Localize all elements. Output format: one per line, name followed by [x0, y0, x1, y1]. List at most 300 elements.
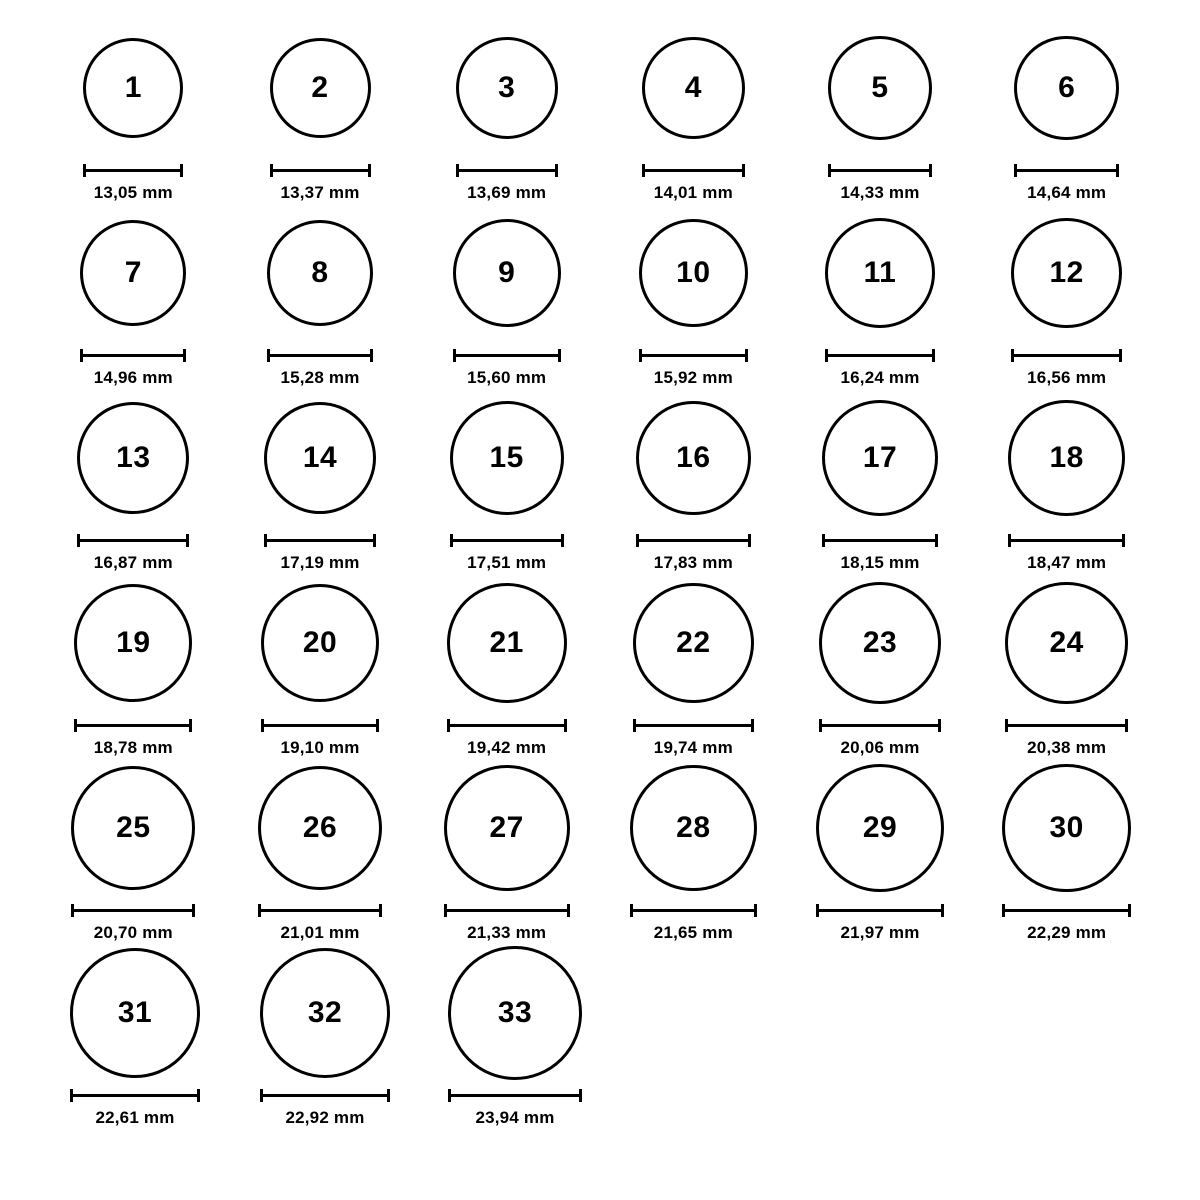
caliper-bar — [448, 1094, 582, 1097]
ring-measurement — [973, 904, 1160, 943]
ring-circle-area — [40, 943, 230, 1083]
caliper-icon — [83, 164, 183, 176]
ring-size-item — [230, 943, 420, 1128]
ring-measurement — [600, 534, 787, 573]
caliper-icon — [450, 534, 564, 546]
ring-circle-area — [413, 18, 600, 158]
ring-diameter-label: 13,37 mm — [280, 183, 360, 202]
ring-size-number: 11 — [863, 255, 897, 289]
ring-circle — [80, 220, 186, 326]
caliper-icon — [264, 534, 377, 546]
ring-size-number: 15 — [489, 440, 524, 474]
caliper-tick-right — [1122, 534, 1125, 547]
caliper-icon — [1014, 164, 1119, 176]
caliper-icon — [74, 719, 192, 731]
ring-diameter-label: 22,92 mm — [285, 1108, 365, 1127]
ring-measurement — [600, 349, 787, 388]
ring-circle-area — [413, 573, 600, 713]
ring-circle — [822, 400, 938, 516]
ring-circle-area — [600, 203, 787, 343]
caliper-icon — [453, 349, 561, 361]
ring-circle-area — [600, 18, 787, 158]
caliper-tick-right — [561, 534, 564, 547]
ring-diameter-label: 14,01 mm — [653, 183, 733, 202]
ring-size-number: 16 — [676, 440, 711, 474]
caliper-tick-right — [186, 534, 189, 547]
ring-circle-area — [230, 943, 420, 1083]
caliper-bar — [1011, 354, 1122, 357]
ring-measurement — [40, 904, 227, 943]
ring-size-number: 1 — [124, 71, 142, 104]
caliper-tick-right — [180, 164, 183, 177]
caliper-tick-right — [745, 349, 748, 362]
ring-circle-area — [973, 758, 1160, 898]
caliper-tick-left — [1014, 164, 1017, 177]
ring-size-number: 8 — [311, 255, 329, 289]
ring-circle — [267, 220, 374, 327]
ring-diameter-label: 21,65 mm — [653, 923, 733, 942]
caliper-bar — [825, 354, 935, 357]
caliper-icon — [448, 1089, 582, 1101]
caliper-icon — [630, 904, 757, 916]
ring-circle — [1005, 582, 1128, 705]
caliper-tick-left — [70, 1089, 73, 1102]
ring-size-item — [40, 943, 230, 1128]
ring-size-item — [227, 388, 414, 573]
caliper-tick-left — [74, 719, 77, 732]
ring-circle — [828, 36, 932, 140]
caliper-tick-right — [932, 349, 935, 362]
caliper-bar — [633, 724, 754, 727]
ring-diameter-label: 23,94 mm — [475, 1108, 555, 1127]
ring-size-number: 10 — [676, 255, 711, 289]
caliper-tick-right — [935, 534, 938, 547]
caliper-tick-left — [1002, 904, 1005, 917]
ring-size-number: 23 — [862, 626, 898, 659]
ring-circle — [261, 584, 380, 703]
caliper-icon — [456, 164, 558, 176]
caliper-icon — [825, 349, 935, 361]
caliper-bar — [264, 539, 377, 542]
ring-size-number: 19 — [116, 626, 151, 659]
ring-size-number: 4 — [684, 70, 702, 104]
ring-measurement — [787, 719, 974, 758]
ring-circle — [636, 401, 751, 516]
ring-size-item — [40, 758, 227, 943]
ring-size-item — [787, 18, 974, 203]
caliper-bar — [456, 169, 558, 172]
ring-measurement — [600, 904, 787, 943]
ring-size-row — [40, 573, 1160, 758]
caliper-tick-left — [1005, 719, 1008, 732]
ring-size-item — [413, 18, 600, 203]
ring-circle — [816, 764, 944, 892]
ring-diameter-label: 21,01 mm — [280, 923, 360, 942]
ring-size-number: 17 — [862, 440, 898, 474]
caliper-bar — [822, 539, 938, 542]
caliper-tick-right — [754, 904, 757, 917]
ring-diameter-label: 19,74 mm — [653, 738, 733, 757]
caliper-tick-left — [639, 349, 642, 362]
caliper-tick-right — [748, 534, 751, 547]
ring-measurement — [40, 1089, 230, 1128]
ring-size-number: 14 — [302, 440, 338, 474]
ring-size-item — [787, 573, 974, 758]
caliper-bar — [267, 354, 374, 357]
ring-circle-area — [787, 18, 974, 158]
ring-measurement — [40, 534, 227, 573]
ring-diameter-label: 13,69 mm — [467, 183, 547, 202]
caliper-tick-right — [189, 719, 192, 732]
ring-size-number: 28 — [676, 811, 711, 844]
caliper-tick-left — [819, 719, 822, 732]
ring-size-number: 22 — [676, 626, 711, 659]
ring-size-item — [420, 943, 610, 1128]
caliper-tick-right — [1125, 719, 1128, 732]
ring-measurement — [787, 534, 974, 573]
ring-diameter-label: 21,33 mm — [467, 923, 547, 942]
caliper-tick-right — [742, 164, 745, 177]
ring-circle — [633, 583, 754, 704]
ring-diameter-label: 17,83 mm — [653, 553, 733, 572]
caliper-bar — [819, 724, 941, 727]
ring-measurement — [973, 719, 1160, 758]
ring-diameter-label: 14,64 mm — [1027, 183, 1107, 202]
ring-measurement — [227, 164, 414, 203]
caliper-bar — [71, 909, 195, 912]
caliper-icon — [444, 904, 570, 916]
ring-circle — [447, 583, 567, 703]
ring-measurement — [787, 164, 974, 203]
caliper-bar — [444, 909, 570, 912]
ring-circle-area — [973, 203, 1160, 343]
ring-measurement — [973, 534, 1160, 573]
ring-diameter-label: 16,24 mm — [840, 368, 920, 387]
ring-size-item — [227, 758, 414, 943]
ring-diameter-label: 15,28 mm — [280, 368, 360, 387]
caliper-tick-left — [260, 1089, 263, 1102]
ring-size-item — [600, 758, 787, 943]
ring-circle-area — [787, 573, 974, 713]
ring-diameter-label: 20,38 mm — [1027, 738, 1107, 757]
ring-size-row — [40, 203, 1160, 388]
ring-circle — [825, 218, 935, 328]
caliper-bar — [260, 1094, 391, 1097]
ring-circle-area — [40, 18, 227, 158]
ring-diameter-label: 17,19 mm — [280, 553, 360, 572]
ring-size-number: 29 — [862, 811, 898, 844]
caliper-tick-left — [450, 534, 453, 547]
caliper-bar — [270, 169, 371, 172]
ring-circle-area — [787, 388, 974, 528]
ring-circle-area — [227, 758, 414, 898]
caliper-tick-left — [83, 164, 86, 177]
ring-diameter-label: 14,33 mm — [840, 183, 920, 202]
caliper-tick-left — [1011, 349, 1014, 362]
caliper-icon — [822, 534, 938, 546]
ring-measurement — [600, 719, 787, 758]
caliper-bar — [261, 724, 380, 727]
caliper-bar — [816, 909, 944, 912]
ring-size-item — [600, 573, 787, 758]
caliper-tick-left — [444, 904, 447, 917]
caliper-tick-left — [80, 349, 83, 362]
caliper-tick-left — [636, 534, 639, 547]
ring-size-number: 32 — [307, 996, 343, 1029]
ring-diameter-label: 19,10 mm — [280, 738, 360, 757]
caliper-icon — [639, 349, 748, 361]
ring-diameter-label: 18,78 mm — [93, 738, 173, 757]
ring-circle-area — [40, 388, 227, 528]
caliper-icon — [1008, 534, 1125, 546]
ring-size-item — [40, 203, 227, 388]
caliper-bar — [1014, 169, 1119, 172]
caliper-bar — [447, 724, 567, 727]
ring-circle — [260, 948, 391, 1079]
caliper-icon — [260, 1089, 391, 1101]
caliper-bar — [642, 169, 745, 172]
ring-size-item — [973, 573, 1160, 758]
caliper-tick-right — [1119, 349, 1122, 362]
ring-measurement — [40, 164, 227, 203]
ring-circle-area — [420, 943, 610, 1083]
caliper-tick-right — [387, 1089, 390, 1102]
ring-size-item — [40, 573, 227, 758]
caliper-icon — [636, 534, 751, 546]
ring-size-number: 2 — [311, 70, 329, 104]
ring-circle-area — [227, 203, 414, 343]
ring-circle — [74, 584, 192, 702]
ring-size-item — [787, 758, 974, 943]
caliper-tick-right — [929, 164, 932, 177]
ring-circle-area — [600, 573, 787, 713]
ring-size-item — [227, 18, 414, 203]
caliper-tick-right — [183, 349, 186, 362]
ring-diameter-label: 18,15 mm — [840, 553, 920, 572]
ring-size-item — [973, 203, 1160, 388]
caliper-tick-right — [1128, 904, 1131, 917]
ring-measurement — [413, 164, 600, 203]
caliper-bar — [83, 169, 183, 172]
ring-measurement — [227, 719, 414, 758]
ring-circle — [77, 402, 189, 514]
ring-measurement — [227, 904, 414, 943]
ring-circle-area — [973, 573, 1160, 713]
ring-size-row — [40, 943, 1160, 1128]
ring-size-item — [227, 203, 414, 388]
caliper-bar — [70, 1094, 200, 1097]
ring-circle-area — [40, 573, 227, 713]
ring-diameter-label: 21,97 mm — [840, 923, 920, 942]
ring-measurement — [787, 904, 974, 943]
caliper-bar — [453, 354, 561, 357]
caliper-tick-right — [579, 1089, 582, 1102]
ring-measurement — [40, 719, 227, 758]
caliper-icon — [816, 904, 944, 916]
caliper-tick-left — [453, 349, 456, 362]
ring-size-item — [40, 18, 227, 203]
caliper-tick-right — [1116, 164, 1119, 177]
caliper-icon — [819, 719, 941, 731]
caliper-icon — [642, 164, 745, 176]
ring-size-item — [600, 18, 787, 203]
caliper-tick-left — [816, 904, 819, 917]
ring-measurement — [600, 164, 787, 203]
ring-size-item — [600, 203, 787, 388]
ring-circle — [456, 37, 558, 139]
ring-measurement — [413, 534, 600, 573]
ring-size-item — [40, 388, 227, 573]
caliper-tick-left — [825, 349, 828, 362]
ring-size-row — [40, 18, 1160, 203]
caliper-bar — [74, 724, 192, 727]
ring-diameter-label: 18,47 mm — [1027, 553, 1107, 572]
ring-circle — [270, 38, 371, 139]
ring-diameter-label: 15,92 mm — [653, 368, 733, 387]
ring-diameter-label: 16,56 mm — [1027, 368, 1107, 387]
ring-circle-area — [973, 18, 1160, 158]
ring-circle — [83, 38, 183, 138]
ring-measurement — [973, 164, 1160, 203]
ring-circle — [1014, 36, 1119, 141]
ring-measurement — [420, 1089, 610, 1128]
ring-measurement — [227, 349, 414, 388]
ring-size-number: 5 — [871, 70, 889, 104]
ring-size-number: 33 — [497, 996, 533, 1029]
caliper-tick-right — [751, 719, 754, 732]
ring-diameter-label: 20,06 mm — [840, 738, 920, 757]
ring-size-item — [413, 758, 600, 943]
caliper-tick-left — [447, 719, 450, 732]
ring-size-item — [973, 18, 1160, 203]
caliper-icon — [80, 349, 186, 361]
caliper-icon — [447, 719, 567, 731]
ring-circle — [630, 765, 757, 892]
ring-circle — [1002, 764, 1131, 893]
caliper-tick-left — [642, 164, 645, 177]
caliper-tick-left — [448, 1089, 451, 1102]
ring-size-number: 18 — [1049, 440, 1084, 474]
caliper-icon — [77, 534, 189, 546]
caliper-tick-right — [197, 1089, 200, 1102]
caliper-tick-right — [564, 719, 567, 732]
caliper-icon — [1005, 719, 1128, 731]
ring-diameter-label: 14,96 mm — [93, 368, 173, 387]
caliper-tick-left — [270, 164, 273, 177]
caliper-tick-right — [379, 904, 382, 917]
ring-circle — [71, 766, 195, 890]
ring-size-item — [413, 203, 600, 388]
caliper-icon — [267, 349, 374, 361]
caliper-tick-right — [192, 904, 195, 917]
ring-size-item — [600, 388, 787, 573]
ring-diameter-label: 22,29 mm — [1027, 923, 1107, 942]
caliper-bar — [639, 354, 748, 357]
caliper-tick-left — [630, 904, 633, 917]
ring-circle — [258, 766, 383, 891]
ring-size-number: 20 — [302, 626, 338, 659]
ring-size-number: 7 — [124, 255, 142, 289]
ring-diameter-label: 16,87 mm — [93, 553, 173, 572]
ring-circle-area — [413, 203, 600, 343]
caliper-tick-left — [1008, 534, 1011, 547]
ring-circle-area — [227, 18, 414, 158]
caliper-tick-right — [567, 904, 570, 917]
ring-size-item — [413, 388, 600, 573]
caliper-icon — [828, 164, 932, 176]
ring-size-item — [227, 573, 414, 758]
ring-size-number: 31 — [117, 996, 153, 1029]
caliper-tick-left — [264, 534, 267, 547]
ring-measurement — [413, 349, 600, 388]
ring-circle — [819, 582, 941, 704]
ring-size-number: 9 — [498, 255, 516, 289]
ring-diameter-label: 19,42 mm — [467, 738, 547, 757]
caliper-tick-left — [822, 534, 825, 547]
ring-circle-area — [787, 758, 974, 898]
caliper-icon — [258, 904, 383, 916]
ring-diameter-label: 17,51 mm — [467, 553, 547, 572]
ring-measurement — [40, 349, 227, 388]
ring-circle — [70, 948, 200, 1078]
caliper-tick-left — [77, 534, 80, 547]
ring-size-number: 25 — [116, 811, 151, 844]
caliper-icon — [71, 904, 195, 916]
ring-diameter-label: 15,60 mm — [467, 368, 547, 387]
caliper-tick-left — [71, 904, 74, 917]
caliper-tick-right — [376, 719, 379, 732]
caliper-bar — [1005, 724, 1128, 727]
caliper-bar — [630, 909, 757, 912]
ring-size-number: 21 — [489, 626, 524, 659]
caliper-bar — [636, 539, 751, 542]
caliper-tick-right — [938, 719, 941, 732]
caliper-tick-left — [633, 719, 636, 732]
ring-circle-area — [227, 573, 414, 713]
ring-circle — [642, 37, 745, 140]
ring-circle-area — [973, 388, 1160, 528]
ring-diameter-label: 22,61 mm — [95, 1108, 175, 1127]
caliper-icon — [270, 164, 371, 176]
ring-circle-area — [787, 203, 974, 343]
ring-size-item — [413, 573, 600, 758]
ring-circle — [448, 946, 582, 1080]
caliper-bar — [1008, 539, 1125, 542]
ring-size-row — [40, 388, 1160, 573]
caliper-tick-left — [828, 164, 831, 177]
caliper-bar — [80, 354, 186, 357]
caliper-icon — [633, 719, 754, 731]
caliper-icon — [1011, 349, 1122, 361]
ring-size-number: 27 — [489, 811, 524, 844]
ring-diameter-label: 13,05 mm — [93, 183, 173, 202]
ring-measurement — [413, 719, 600, 758]
ring-circle-area — [40, 758, 227, 898]
ring-size-number: 3 — [498, 70, 516, 104]
ring-size-item — [787, 388, 974, 573]
caliper-icon — [1002, 904, 1131, 916]
caliper-bar — [77, 539, 189, 542]
ring-circle — [453, 219, 561, 327]
caliper-icon — [261, 719, 380, 731]
ring-circle-area — [413, 758, 600, 898]
ring-measurement — [973, 349, 1160, 388]
caliper-bar — [258, 909, 383, 912]
ring-size-number: 26 — [302, 811, 338, 844]
ring-circle — [264, 402, 377, 515]
ring-circle — [639, 219, 748, 328]
caliper-tick-right — [558, 349, 561, 362]
